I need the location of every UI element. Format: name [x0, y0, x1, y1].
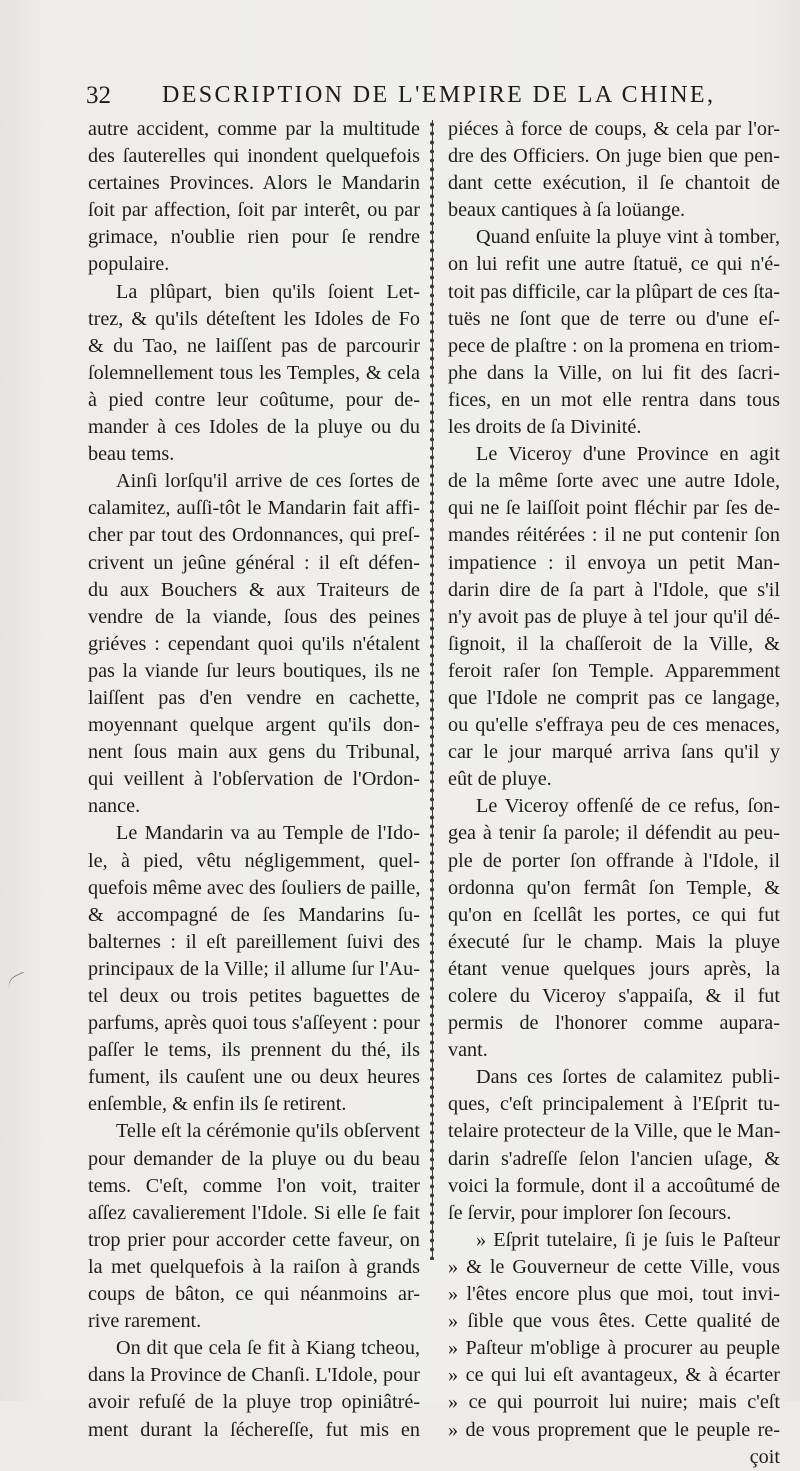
text-line: autre accident, comme par la multitude — [88, 118, 420, 140]
text-line: à pied contre leur coûtume, pour de- — [88, 388, 420, 411]
left-text-column — [88, 116, 420, 1444]
text-line: pas la viande ſur leurs boutiques, ils ne — [88, 659, 420, 682]
text-line: On dit que cela ſe fit à Kiang tcheou, — [116, 1337, 420, 1360]
text-line: Le Mandarin va au Temple de l'Ido- — [116, 822, 420, 845]
text-line: colere du Viceroy s'appaiſa, & il fut — [448, 985, 780, 1007]
text-line: eût de pluye. — [448, 768, 552, 791]
text-line: & du Tao, ne laiſſent pas de parcourir — [88, 334, 420, 357]
text-line: car le jour marqué arriva ſans qu'il y — [448, 741, 780, 764]
text-line: ordonna qu'on fermât ſon Temple, & — [448, 876, 780, 899]
text-line: des ſauterelles qui inondent quelquefois — [88, 145, 420, 168]
text-line: ple de porter ſon offrande à l'Idole, il — [448, 849, 780, 872]
text-line: griéves : cependant quoi qu'ils n'étalent — [88, 632, 420, 655]
text-line: darin s'adreſſe ſelon l'ancien uſage, & — [448, 1147, 780, 1170]
text-line: » de vous proprement que le peuple re- — [448, 1418, 780, 1441]
text-line: beau tems. — [88, 443, 175, 466]
text-line: étant venue quelques jours après, la — [448, 957, 780, 980]
text-line: qui veillent à l'obſervation de l'Ordon- — [88, 768, 420, 791]
text-line: rive rarement. — [88, 1310, 202, 1333]
text-line: que l'Idole ne comprit pas ce langage, — [448, 686, 780, 709]
text-line: du aux Bouchers & aux Traiteurs de — [88, 578, 420, 601]
text-line: phe dans la Ville, on lui fit des ſacri- — [448, 361, 780, 384]
text-line: Telle eſt la cérémonie qu'ils obſervent — [116, 1120, 420, 1143]
text-line: » l'êtes encore plus que moi, tout invi- — [448, 1283, 780, 1306]
text-line: de la même ſorte avec une autre Idole, — [448, 470, 780, 493]
right-text-column — [448, 116, 780, 1471]
text-line: nent ſous main aux gens du Tribunal, — [88, 741, 420, 764]
text-line: calamitez, auſſi-tôt le Mandarin fait affi- — [88, 497, 420, 520]
text-line: Dans ces ſortes de calamitez publi- — [476, 1066, 780, 1089]
text-line: laiſſent pas d'en vendre en cachette, — [88, 686, 420, 709]
text-line: trez, & qu'ils déteſtent les Idoles de Fo — [88, 307, 420, 330]
text-line: Quand enſuite la pluye vint à tomber, — [476, 226, 780, 249]
text-line: ſolemnellement tous les Temples, & cela — [88, 361, 420, 384]
text-line: qui ne ſe laiſſoit point fléchir par ſes de- — [448, 497, 780, 520]
text-line: aſſez cavalierement l'Idole. Si elle ſe fait — [88, 1201, 420, 1224]
text-line: grimace, n'oublie rien pour ſe rendre — [88, 226, 420, 249]
text-line: dant cette exécution, il ſe chantoit de — [448, 172, 780, 195]
text-line: avoir refuſé de la pluye trop opiniâtré- — [88, 1391, 420, 1414]
page-number: 32 — [86, 82, 111, 109]
text-line: on lui refit une autre ſtatuë, ce qui n'é- — [448, 253, 780, 276]
text-line: beaux cantiques à ſa loüange. — [448, 199, 686, 222]
text-line: feroit raſer ſon Temple. Apparemment — [448, 659, 780, 682]
page-header — [86, 82, 726, 116]
text-line: mander à ces Idoles de la pluye ou du — [88, 416, 420, 439]
text-line: populaire. — [88, 253, 170, 276]
text-line: la met quelquefois à la raiſon à grands — [88, 1255, 420, 1278]
text-line: & accompagné de ſes Mandarins ſu- — [88, 903, 420, 926]
text-line: éxecuté ſur le champ. Mais la pluye — [448, 930, 780, 953]
text-line: quefois même avec des ſouliers de paille, — [88, 876, 420, 899]
text-line: voici la formule, dont il a accoûtumé de — [448, 1174, 780, 1197]
text-line: pece de plaſtre : on la promena en triom- — [448, 334, 780, 357]
text-line: impatience : il envoya un petit Man- — [448, 551, 780, 574]
text-line: le, à pied, vêtu négligemment, quel- — [88, 849, 420, 872]
text-line: permis de l'honorer comme aupara- — [448, 1012, 780, 1035]
text-line: pour demander de la pluye ou du beau — [88, 1147, 420, 1170]
text-line: » ce qui pourroit lui nuire; mais c'eſt — [448, 1391, 780, 1414]
text-line: ou qu'elle s'effraya peu de ces menaces, — [448, 714, 780, 737]
text-line: toit pas difficile, car la plûpart de ces ſta- — [448, 280, 780, 303]
text-line: ques, c'eſt principalement à l'Eſprit tu- — [448, 1093, 780, 1116]
text-line: tems. C'eſt, comme l'on voit, traiter — [88, 1174, 420, 1197]
text-line: dre des Officiers. On juge bien que pen- — [448, 145, 780, 168]
text-line: balternes : il eſt pareillement ſuivi des — [88, 930, 420, 953]
text-line: fument, ils cauſent une ou deux heures — [88, 1066, 420, 1089]
text-line: mandes réitérées : il ne put contenir ſon — [448, 524, 780, 547]
text-line: certaines Provinces. Alors le Mandarin — [88, 172, 420, 195]
text-line: moyennant quelque argent qu'ils don- — [88, 714, 420, 737]
text-line: vendre de la viande, ſous des peines — [88, 605, 420, 628]
text-line: Le Viceroy d'une Province en agit — [476, 443, 780, 466]
text-line: tel deux ou trois petites baguettes de — [88, 985, 420, 1007]
text-line: piéces à force de coups, & cela par l'or- — [448, 118, 780, 140]
text-line: telaire protecteur de la Ville, que le Man- — [448, 1120, 780, 1143]
text-line: tuës ne ſont que de terre ou d'une eſ- — [448, 307, 780, 330]
text-line: » ſible que vous êtes. Cette qualité de — [448, 1310, 780, 1333]
text-line: principaux de la Ville; il allume ſur l'Au- — [88, 957, 420, 980]
text-line: ſe ſervir, pour implorer ſon ſecours. — [448, 1201, 732, 1224]
text-line: fices, en un mot elle rentra dans tous — [448, 388, 780, 411]
text-line: » ce qui lui eſt avantageux, & à écarter — [448, 1364, 780, 1387]
text-line: les droits de ſa Divinité. — [448, 416, 642, 439]
text-line: dans la Province de Chanſi. L'Idole, pour — [88, 1364, 420, 1387]
text-line: crivent un jeûne général : il eſt défen- — [88, 551, 420, 574]
text-line: » & le Gouverneur de cette Ville, vous — [448, 1255, 780, 1278]
text-line: gea à tenir ſa parole; il défendit au peu- — [448, 822, 780, 845]
text-line: Le Viceroy offenſé de ce refus, ſon- — [476, 795, 780, 818]
ornamental-column-divider — [425, 120, 439, 1260]
text-line: trop prier pour accorder cette faveur, on — [88, 1228, 420, 1251]
text-line: enſemble, & enfin ils ſe retirent. — [88, 1093, 347, 1116]
margin-mark — [5, 972, 30, 996]
text-line: ſoit par affection, ſoit par interêt, ou par — [88, 199, 420, 222]
running-title: DESCRIPTION DE L'EMPIRE DE LA CHINE, — [162, 82, 716, 108]
text-line: Ainſi lorſqu'il arrive de ces ſortes de — [116, 470, 420, 493]
text-line: n'y avoit pas de pluye à tel jour qu'il dé- — [448, 605, 780, 628]
text-line: parfums, après quoi tous s'aſſeyent : pour — [88, 1012, 420, 1035]
text-line: darin dire de ſa part à l'Idole, que s'il — [448, 578, 780, 601]
text-line: çoit — [749, 1445, 780, 1468]
text-line: vant. — [448, 1039, 488, 1062]
text-line: qu'on en ſcellât les portes, ce qui fut — [448, 903, 780, 926]
text-line: paſſer le tems, ils prennent du thé, ils — [88, 1039, 420, 1062]
text-line: » Paſteur m'oblige à procurer au peuple — [448, 1337, 780, 1360]
text-line: coups de bâton, ce qui néanmoins ar- — [88, 1283, 420, 1306]
text-line: ment durant la ſéchereſſe, fut mis en — [88, 1418, 420, 1441]
text-line: La plûpart, bien qu'ils ſoient Let- — [116, 280, 420, 303]
text-line: ſignoit, il la chaſſeroit de la Ville, & — [448, 632, 780, 655]
text-line: » Eſprit tutelaire, ſi je ſuis le Paſteur — [476, 1228, 780, 1251]
text-line: cher par tout des Ordonnances, qui preſ- — [88, 524, 420, 547]
text-line: nance. — [88, 795, 141, 818]
